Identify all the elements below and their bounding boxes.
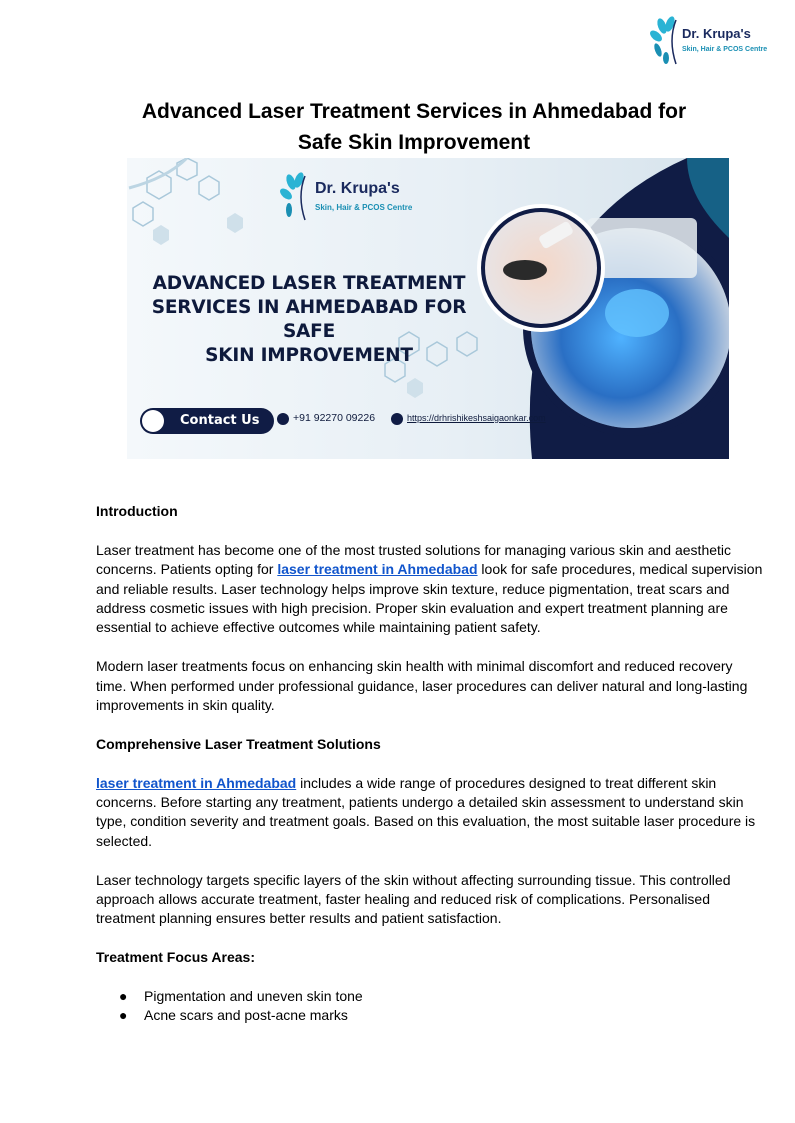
intro-p1-text-start: Laser treatment has become one of the most trusted solutions for managing various skin and aesthetic concerns. Patients opting for — [96, 541, 732, 578]
focus-heading: Treatment Focus Areas: — [96, 949, 255, 966]
lotus-logo-icon — [646, 14, 686, 66]
contact-us-label: Contact Us — [180, 413, 260, 428]
phone-small-icon — [277, 413, 289, 425]
page-title — [100, 96, 728, 158]
intro-heading: Introduction — [96, 503, 178, 519]
banner-phone-number: +91 92270 09226 — [293, 412, 376, 424]
laser-goggles-icon — [503, 260, 547, 280]
laser-treatment-link-1[interactable]: laser treatment in Ahmedabad — [277, 561, 478, 578]
intro-p1-text-end: look for safe procedures, medical supervision and reliable results. Laser technology helps improve skin texture, reduce pigmentation, treat scars and address cosmetic issues with high precision. Proper skin evaluation and expert treatment planning are essential to achieve effective outcomes while maintaining patient safety. — [96, 561, 763, 636]
title-line-2: Safe Skin Improvement — [297, 131, 531, 154]
bullet-icon: ● — [119, 988, 128, 1005]
header-logo — [646, 14, 768, 66]
bullet-icon: ● — [119, 1007, 128, 1024]
title-line-1: Advanced Laser Treatment Services in Ahmedabad for — [141, 100, 687, 123]
banner-logo-name: Dr. Krupa's — [315, 180, 400, 197]
list-item — [96, 987, 766, 1006]
banner-logo — [277, 170, 427, 222]
list-item-text: Pigmentation and uneven skin tone — [144, 988, 363, 1005]
intro-paragraph-1 — [96, 541, 766, 638]
header-logo-name: Dr. Krupa's — [682, 26, 751, 41]
banner-headline-line-3: SKIN IMPROVEMENT — [205, 345, 413, 366]
hero-banner — [127, 158, 729, 459]
banner-website-link[interactable]: https://drhrishikeshsaigaonkar.com — [407, 413, 546, 423]
list-item-text: Acne scars and post-acne marks — [144, 1007, 348, 1024]
article-body — [96, 502, 766, 1026]
focus-list — [96, 987, 766, 1026]
solutions-paragraph-2: Laser technology targets specific layers of the skin without affecting surrounding tissue. This controlled approach allows accurate treatment, faster healing and reduced risk of complications. Personalised treatment planning ensures better results and patient satisfaction. — [96, 871, 731, 927]
phone-icon — [142, 410, 164, 432]
globe-icon — [391, 413, 403, 425]
solutions-p1-text: includes a wide range of procedures designed to treat different skin concerns. Before starting any treatment, patients undergo a detailed skin assessment to understand skin type, condition severity and treatment goals. Based on this evaluation, the most suitable laser procedure is selected. — [96, 774, 756, 849]
banner-headline-line-1: ADVANCED LASER TREATMENT — [152, 273, 466, 294]
contact-us-button[interactable] — [140, 408, 274, 434]
laser-treatment-link-2[interactable]: laser treatment in Ahmedabad — [96, 774, 297, 791]
solutions-paragraph-1 — [96, 774, 766, 852]
banner-logo-subtitle: Skin, Hair & PCOS Centre — [315, 203, 413, 212]
intro-paragraph-2: Modern laser treatments focus on enhancing skin health with minimal discomfort and reduced recovery time. When performed under professional guidance, laser procedures can deliver natural and long-lasting improvements in skin quality. — [96, 658, 748, 714]
list-item — [96, 1006, 766, 1025]
header-logo-subtitle: Skin, Hair & PCOS Centre — [682, 46, 768, 53]
led-mask-patient-icon — [605, 289, 669, 337]
banner-headline-line-2: SERVICES IN AHMEDABAD FOR SAFE — [151, 297, 467, 342]
banner-headline — [139, 272, 479, 368]
solutions-heading: Comprehensive Laser Treatment Solutions — [96, 735, 381, 752]
banner-lotus-icon — [277, 170, 313, 222]
